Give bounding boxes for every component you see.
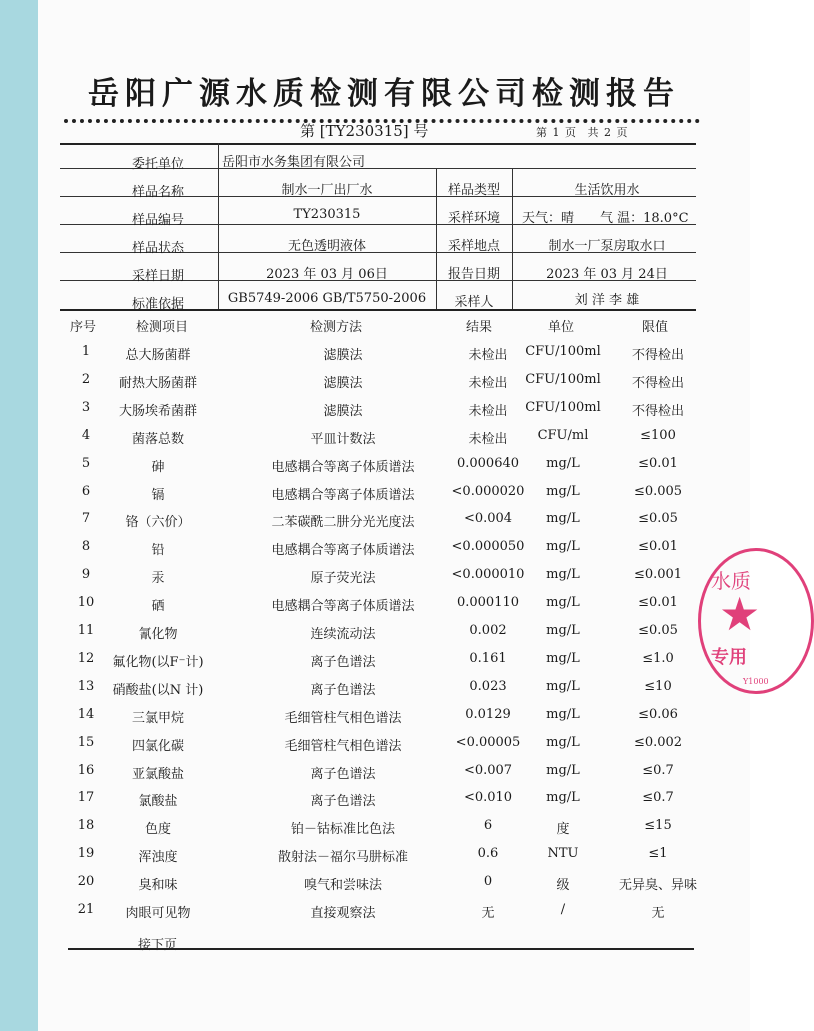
cell-limit: ≤0.005: [633, 483, 683, 499]
cell-no: 15: [77, 734, 95, 750]
cell-method: 离子色谱法: [310, 794, 376, 810]
cell-method: 连续流动法: [310, 627, 376, 642]
red-seal-stamp: [698, 548, 814, 694]
cell-item: 氰化物: [138, 627, 178, 642]
page-info: [536, 124, 634, 140]
cell-method: 离子色谱法: [310, 654, 376, 670]
table-row: [38, 456, 750, 484]
cell-result: 未检出: [468, 375, 508, 391]
cell-method: 电感耦合等离子体质谱法: [271, 599, 415, 615]
sample-no-label: 样品编号: [131, 213, 184, 228]
cell-no: 2: [81, 371, 91, 387]
cell-method: 滤膜法: [323, 348, 363, 363]
cell-no: 8: [81, 539, 91, 555]
cell-unit: mg/L: [546, 455, 580, 471]
cell-no: 10: [77, 595, 95, 611]
cell-unit: mg/L: [546, 511, 580, 527]
cell-method: 离子色谱法: [310, 682, 376, 698]
cell-no: 1: [81, 344, 91, 359]
table-row: [38, 902, 750, 930]
cell-item: 铬（六价）: [125, 515, 191, 531]
cell-no: 18: [77, 818, 95, 834]
cell-method: 毛细管柱气相色谱法: [284, 738, 402, 754]
standard-value: GB5749-2006 GB/T5750-2006: [227, 291, 427, 306]
table-row: [38, 707, 750, 735]
cell-unit: 级: [556, 878, 570, 894]
cell-unit: mg/L: [546, 567, 580, 583]
table-row: [38, 428, 750, 456]
cell-unit: mg/L: [546, 790, 580, 806]
cell-no: 6: [81, 483, 91, 499]
cell-item: 汞: [151, 571, 165, 587]
stamp-code: Y1000: [743, 677, 769, 686]
cell-item: 浑浊度: [138, 850, 178, 866]
cell-item: 砷: [151, 459, 165, 475]
cell-method: 毛细管柱气相色谱法: [284, 710, 402, 726]
cell-limit: ≤0.05: [638, 623, 678, 638]
cell-method: 铂－钴标准比色法: [290, 822, 395, 838]
cell-limit: 无: [651, 906, 665, 921]
state-value: 无色透明液体: [287, 239, 366, 254]
cell-limit: ≤0.001: [633, 567, 683, 583]
cell-result: 0.0129: [465, 706, 511, 722]
location-label: 采样地点: [447, 239, 500, 254]
continue-note: 接下页: [138, 938, 178, 953]
table-row: [38, 651, 750, 679]
cell-unit: CFU/100ml: [525, 344, 601, 359]
cell-unit: /: [560, 902, 566, 917]
cell-no: 5: [81, 455, 91, 471]
sample-type-value: 生活饮用水: [574, 183, 640, 198]
table-row: [38, 344, 750, 372]
cell-result: <0.000010: [451, 567, 525, 583]
cell-unit: mg/L: [546, 539, 580, 555]
cell-unit: mg/L: [546, 595, 580, 611]
cell-unit: 度: [556, 822, 570, 838]
cell-item: 大肠埃希菌群: [118, 403, 197, 419]
cell-method: 电感耦合等离子体质谱法: [271, 543, 415, 559]
table-row: [38, 400, 750, 428]
left-margin-strip: [0, 0, 38, 1031]
cell-limit: ≤0.7: [642, 762, 674, 778]
table-row: [38, 484, 750, 512]
cell-result: 无: [481, 906, 495, 921]
table-row: [38, 790, 750, 818]
env-weather: 天气：晴: [522, 211, 575, 226]
sample-type-label: 样品类型: [447, 183, 500, 198]
cell-result: 6: [483, 818, 493, 834]
cell-no: 14: [77, 706, 95, 722]
cell-no: 12: [77, 650, 95, 666]
col-header-method: 检测方法: [310, 320, 363, 335]
cell-result: 0.002: [469, 623, 507, 638]
cell-result: <0.004: [463, 511, 513, 527]
cell-result: <0.007: [463, 762, 513, 778]
table-row: [38, 372, 750, 400]
cell-no: 21: [77, 902, 95, 917]
table-row: [38, 818, 750, 846]
cell-limit: ≤0.06: [638, 706, 678, 722]
cell-item: 铅: [151, 543, 165, 559]
cell-result: <0.010: [463, 790, 513, 806]
client-value: 岳阳市水务集团有限公司: [222, 155, 366, 170]
cell-unit: mg/L: [546, 734, 580, 750]
cell-result: 0.000640: [456, 455, 520, 471]
cell-result: <0.000050: [451, 539, 525, 555]
env-label: 采样环境: [447, 211, 500, 226]
cell-method: 直接观察法: [310, 906, 376, 921]
cell-no: 20: [77, 874, 95, 890]
cell-result: 未检出: [468, 403, 508, 419]
table-row: [38, 679, 750, 707]
sampler-label: 采样人: [454, 295, 494, 310]
table-row: [38, 595, 750, 623]
cell-method: 离子色谱法: [310, 766, 376, 782]
cell-limit: ≤0.01: [638, 539, 678, 555]
cell-item: 亚氯酸盐: [131, 766, 184, 782]
table-row: [38, 623, 750, 651]
cell-limit: ≤0.7: [642, 790, 674, 806]
cell-limit: ≤0.01: [638, 595, 678, 611]
stamp-text-top: 水质: [711, 569, 751, 593]
cell-result: <0.000020: [451, 483, 525, 499]
cell-no: 9: [81, 567, 91, 583]
report-title: 岳阳广源水质检测有限公司检测报告: [88, 76, 680, 112]
table-row: [38, 511, 750, 539]
cell-method: 电感耦合等离子体质谱法: [271, 487, 415, 503]
location-value: 制水一厂泵房取水口: [548, 239, 666, 254]
cell-unit: mg/L: [546, 678, 580, 694]
state-label: 样品状态: [131, 241, 184, 256]
cell-limit: ≤15: [644, 818, 672, 834]
cell-result: 0.161: [469, 650, 507, 666]
cell-result: 0: [483, 874, 493, 890]
stamp-text-bottom: 专用: [711, 647, 747, 668]
cell-result: 未检出: [468, 348, 508, 363]
cell-limit: ≤0.01: [638, 455, 678, 471]
cell-limit: ≤1.0: [642, 650, 674, 666]
page-current: 第 1 页: [536, 126, 576, 139]
cell-item: 四氯化碳: [131, 738, 184, 754]
cell-result: 未检出: [468, 431, 508, 447]
cell-no: 16: [77, 762, 95, 778]
cell-item: 氯酸盐: [138, 794, 178, 810]
cell-no: 3: [81, 399, 91, 415]
env-temp: 气 温：18.0°C: [600, 211, 689, 226]
cell-unit: mg/L: [546, 762, 580, 778]
report-date-value: 2023 年 03 月 24日: [546, 267, 668, 282]
report-date-label: 报告日期: [447, 267, 500, 282]
cell-result: <0.00005: [455, 734, 521, 750]
cell-result: 0.6: [477, 846, 499, 862]
col-header-result: 结果: [466, 320, 493, 335]
col-header-limit: 限值: [642, 320, 669, 335]
grid-line: [60, 143, 696, 145]
cell-unit: mg/L: [546, 650, 580, 666]
cell-no: 7: [81, 511, 91, 527]
cell-no: 11: [77, 623, 95, 638]
cell-unit: CFU/ml: [537, 427, 589, 443]
cell-item: 色度: [144, 822, 171, 838]
cell-limit: ≤10: [644, 678, 672, 694]
table-row: [38, 874, 750, 902]
cell-item: 镉: [151, 487, 165, 503]
grid-vline: [218, 143, 219, 309]
col-header-no: 序号: [70, 320, 97, 335]
cell-limit: 不得检出: [631, 403, 684, 419]
cell-unit: mg/L: [546, 706, 580, 722]
cell-unit: mg/L: [546, 483, 580, 499]
sample-no-value: TY230315: [293, 207, 361, 222]
cell-item: 臭和味: [138, 878, 178, 894]
standard-label: 标准依据: [131, 297, 184, 312]
page-total: 共 2 页: [587, 126, 628, 139]
cell-limit: ≤100: [640, 427, 676, 443]
cell-item: 三氯甲烷: [131, 710, 184, 726]
cell-limit: ≤1: [648, 846, 668, 862]
cell-item: 总大肠菌群: [125, 348, 191, 363]
client-label: 委托单位: [131, 157, 184, 172]
cell-no: 4: [81, 427, 91, 443]
cell-no: 17: [77, 790, 95, 806]
sample-name-value: 制水一厂出厂水: [281, 183, 373, 198]
cell-item: 耐热大肠菌群: [118, 375, 197, 391]
report-page: [38, 0, 769, 1031]
sampling-date-label: 采样日期: [131, 269, 184, 284]
bottom-rule: [68, 948, 694, 950]
cell-item: 菌落总数: [131, 431, 184, 447]
report-number: 第 [TY230315] 号: [300, 122, 429, 140]
cell-limit: 不得检出: [631, 375, 684, 391]
table-row: [38, 735, 750, 763]
cell-method: 滤膜法: [323, 375, 363, 391]
cell-result: 0.023: [469, 678, 507, 694]
sampling-date-value: 2023 年 03 月 06日: [266, 267, 388, 282]
sample-name-label: 样品名称: [131, 185, 184, 200]
col-header-unit: 单位: [548, 320, 575, 335]
cell-method: 散射法－福尔马肼标准: [277, 850, 408, 866]
cell-unit: NTU: [547, 846, 579, 862]
cell-no: 13: [77, 678, 95, 694]
cell-no: 19: [77, 846, 95, 862]
cell-limit: 不得检出: [631, 348, 684, 363]
table-row: [38, 539, 750, 567]
cell-limit: ≤0.002: [633, 734, 683, 750]
col-header-item: 检测项目: [136, 320, 189, 335]
cell-item: 硝酸盐(以N 计): [112, 682, 204, 698]
table-row: [38, 763, 750, 791]
table-row: [38, 846, 750, 874]
cell-limit: ≤0.05: [638, 511, 678, 527]
table-row: [38, 567, 750, 595]
cell-method: 电感耦合等离子体质谱法: [271, 459, 415, 475]
cell-item: 氟化物(以F⁻计): [112, 654, 204, 670]
cell-method: 二苯碳酰二肼分光光度法: [271, 515, 415, 531]
cell-unit: CFU/100ml: [525, 371, 601, 387]
cell-unit: mg/L: [546, 623, 580, 638]
cell-result: 0.000110: [456, 595, 520, 611]
cell-item: 肉眼可见物: [125, 906, 191, 921]
sampler-value: 刘 洋 李 雄: [574, 293, 640, 308]
cell-method: 原子荧光法: [310, 571, 376, 587]
cell-method: 平皿计数法: [310, 431, 376, 447]
star-icon: ★: [719, 587, 761, 641]
cell-method: 滤膜法: [323, 403, 363, 419]
cell-item: 硒: [151, 599, 165, 615]
cell-unit: CFU/100ml: [525, 399, 601, 415]
cell-method: 嗅气和尝味法: [303, 878, 382, 894]
cell-limit: 无异臭、异味: [618, 878, 697, 894]
